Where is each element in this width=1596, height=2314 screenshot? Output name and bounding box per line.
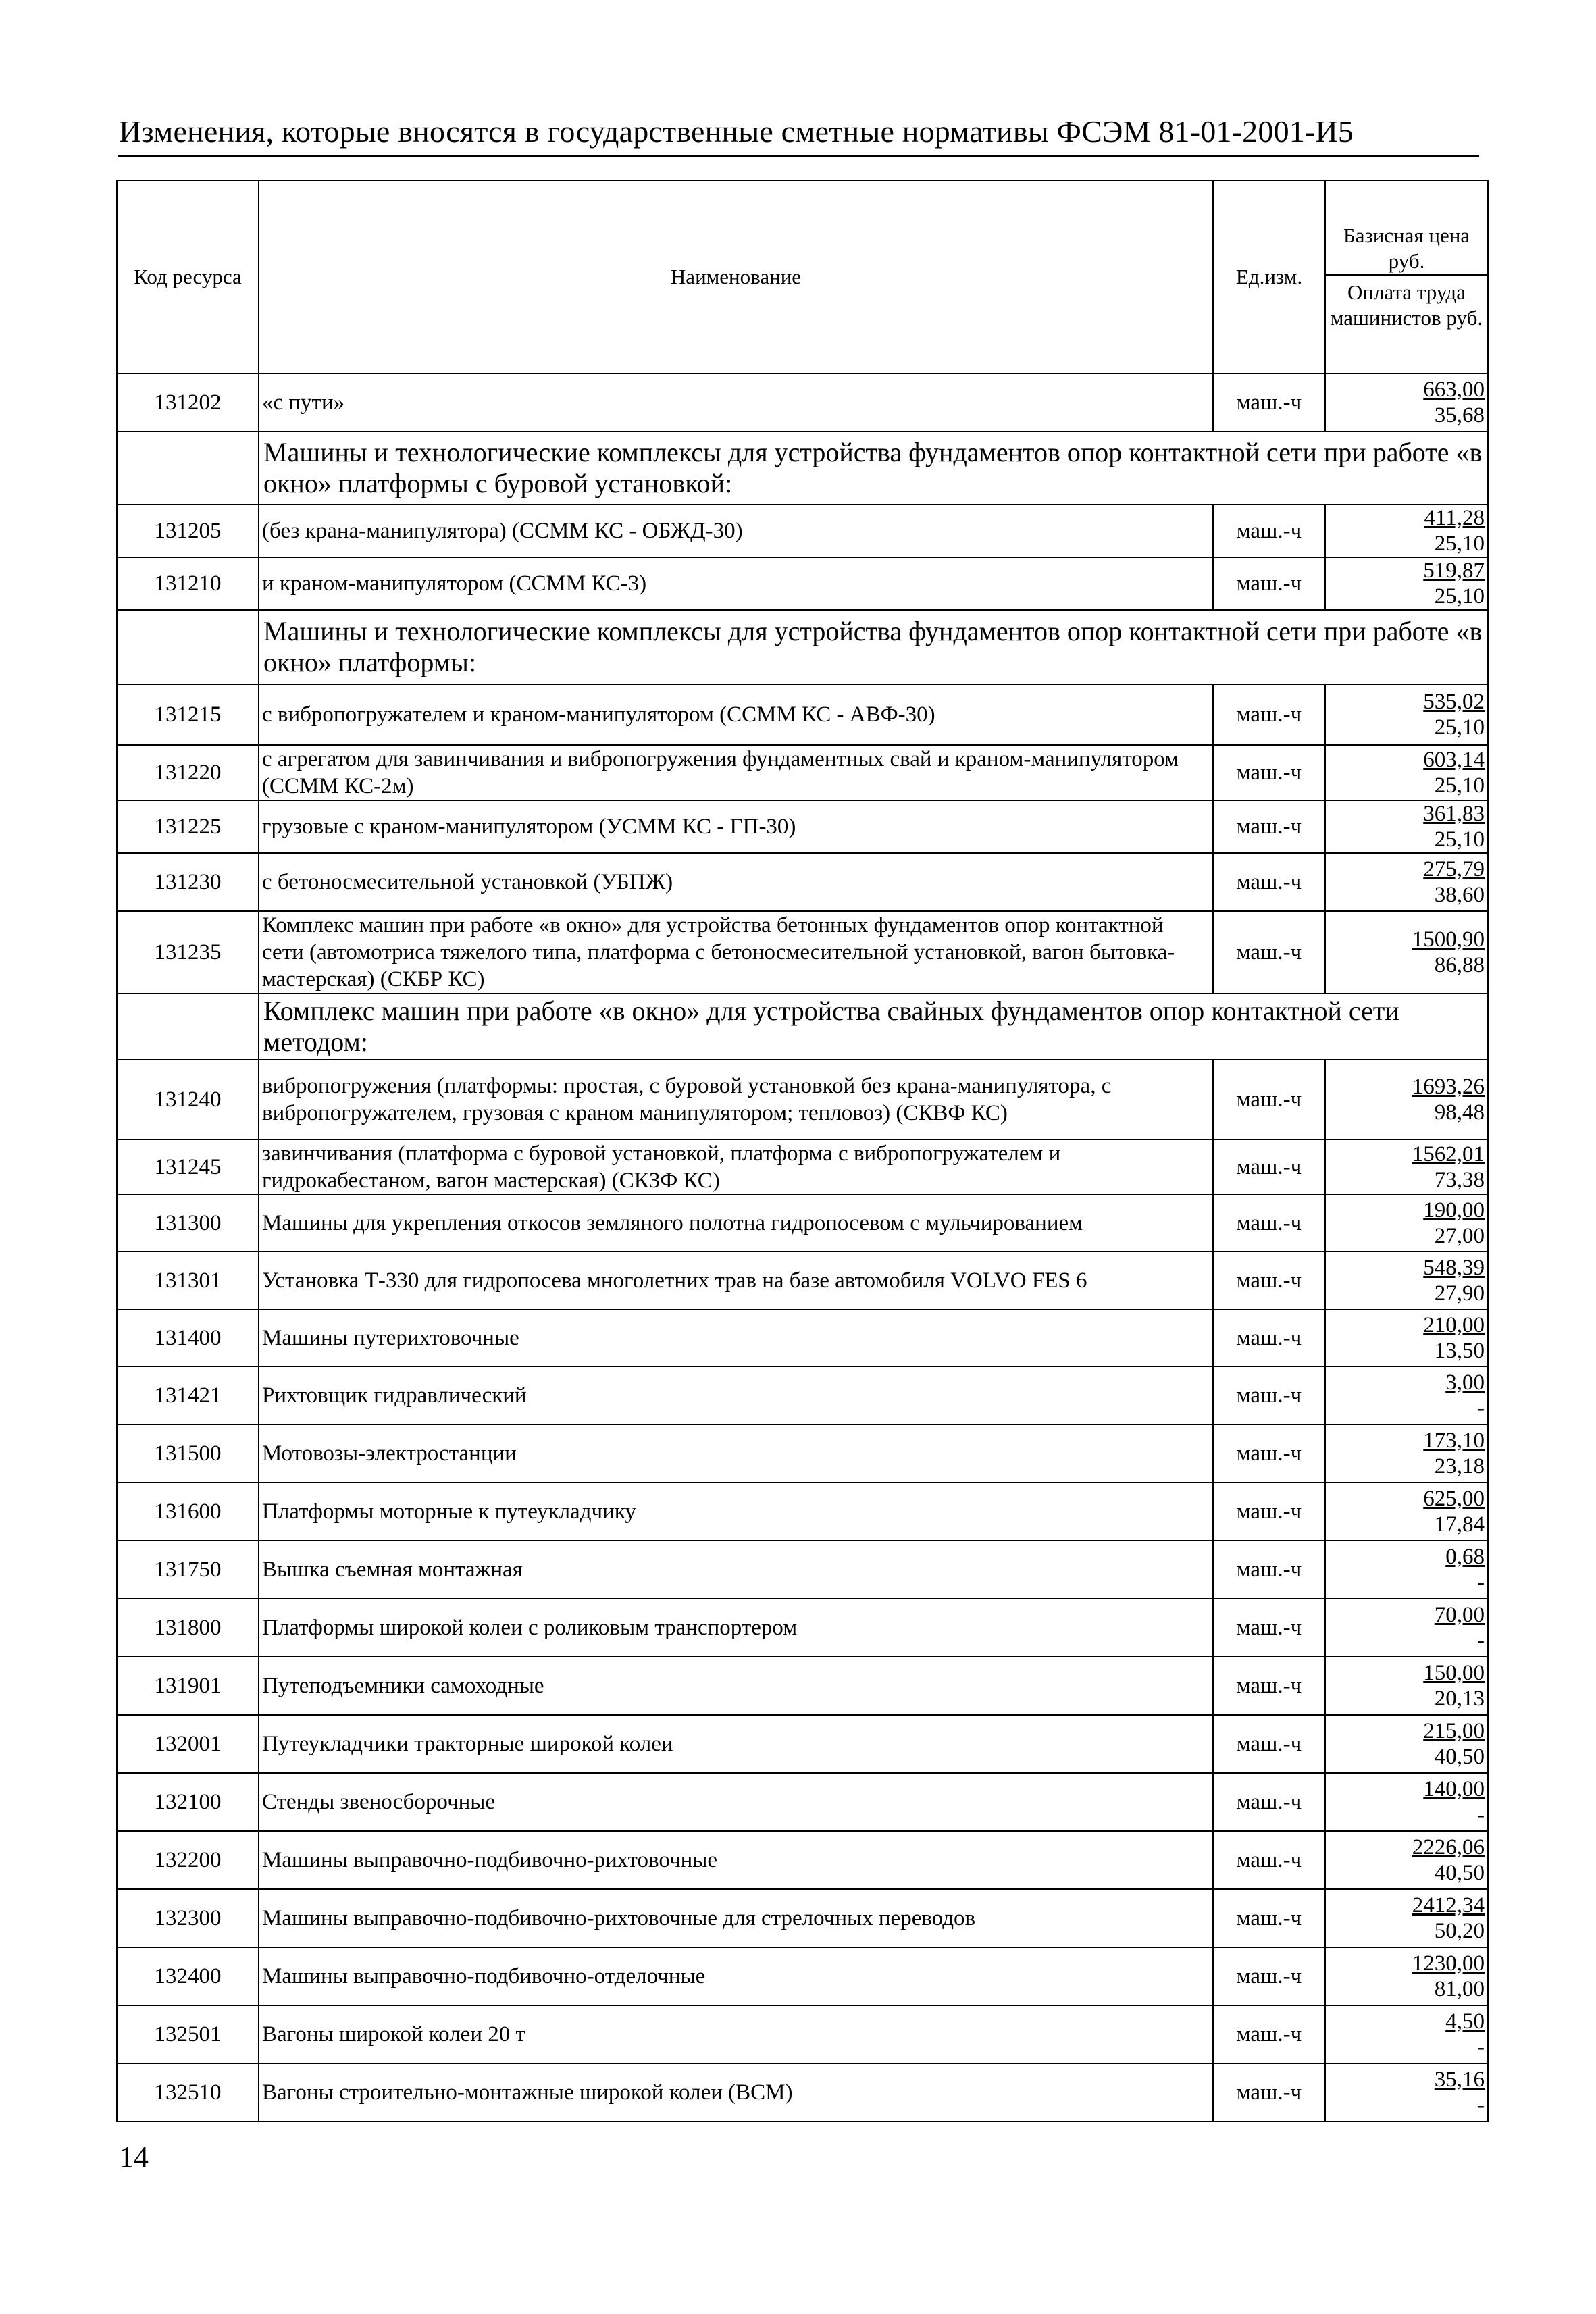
table-row bbox=[117, 911, 1488, 994]
price-cell bbox=[1325, 1195, 1488, 1252]
resource-code: 131215 bbox=[117, 684, 259, 745]
column-header-code: Код ресурса bbox=[117, 180, 259, 374]
base-price: 519,87 bbox=[1423, 559, 1485, 583]
resource-name: Машины выправочно-подбивочно-отделочные bbox=[259, 1947, 1213, 2005]
table-row bbox=[117, 2063, 1488, 2122]
operator-wage: 27,90 bbox=[1434, 1281, 1485, 1306]
table-row bbox=[117, 2005, 1488, 2063]
table-header-row bbox=[117, 180, 1488, 374]
resource-name: Машины путерихтовочные bbox=[259, 1310, 1213, 1366]
base-price: 2226,06 bbox=[1412, 1835, 1485, 1859]
resource-name: завинчивания (платформа с буровой установкой, платформа с вибропогружателем и гидрокабестаном, вагон мастерская) (СКЗФ КС) bbox=[259, 1139, 1213, 1195]
unit-of-measure: маш.-ч bbox=[1213, 1366, 1325, 1424]
resource-code: 132300 bbox=[117, 1889, 259, 1947]
price-cell bbox=[1325, 1889, 1488, 1947]
operator-wage: 17,84 bbox=[1434, 1512, 1485, 1537]
resource-code: 131800 bbox=[117, 1599, 259, 1657]
operator-wage: 25,10 bbox=[1434, 827, 1485, 852]
unit-of-measure: маш.-ч bbox=[1213, 2005, 1325, 2063]
resource-code: 131202 bbox=[117, 374, 259, 432]
unit-of-measure: маш.-ч bbox=[1213, 1060, 1325, 1139]
price-cell bbox=[1325, 1831, 1488, 1889]
table-row bbox=[117, 1060, 1488, 1139]
table-row bbox=[117, 1773, 1488, 1831]
base-price: 0,68 bbox=[1445, 1545, 1485, 1569]
table-row bbox=[117, 1139, 1488, 1195]
operator-wage: 73,38 bbox=[1434, 1168, 1485, 1192]
price-cell bbox=[1325, 1366, 1488, 1424]
price-cell bbox=[1325, 2005, 1488, 2063]
unit-of-measure: маш.-ч bbox=[1213, 1139, 1325, 1195]
resource-table bbox=[116, 180, 1489, 2122]
resource-name: Вагоны широкой колеи 20 т bbox=[259, 2005, 1213, 2063]
operator-wage: 13,50 bbox=[1434, 1339, 1485, 1363]
resource-name: вибропогружения (платформы: простая, с буровой установкой без крана-манипулятора, с вибропогружателем, грузовая с краном манипулятором; тепловоз) (СКВФ КС) bbox=[259, 1060, 1213, 1139]
resource-name: Платформы широкой колеи с роликовым транспортером bbox=[259, 1599, 1213, 1657]
unit-of-measure: маш.-ч bbox=[1213, 1310, 1325, 1366]
operator-wage: 25,10 bbox=[1434, 715, 1485, 740]
operator-wage: 35,68 bbox=[1434, 403, 1485, 428]
resource-code: 131901 bbox=[117, 1657, 259, 1715]
table-row bbox=[117, 1947, 1488, 2005]
price-cell bbox=[1325, 557, 1488, 610]
column-header-price-wage bbox=[1325, 180, 1488, 374]
base-price: 535,02 bbox=[1423, 690, 1485, 714]
unit-of-measure: маш.-ч bbox=[1213, 374, 1325, 432]
price-cell bbox=[1325, 1310, 1488, 1366]
resource-code: 131500 bbox=[117, 1424, 259, 1483]
resource-name: Вышка съемная монтажная bbox=[259, 1541, 1213, 1599]
base-price: 1693,26 bbox=[1412, 1075, 1485, 1099]
unit-of-measure: маш.-ч bbox=[1213, 1483, 1325, 1541]
resource-code: 131750 bbox=[117, 1541, 259, 1599]
resource-code: 131205 bbox=[117, 505, 259, 557]
price-cell bbox=[1325, 2063, 1488, 2122]
unit-of-measure: маш.-ч bbox=[1213, 557, 1325, 610]
section-title: Комплекс машин при работе «в окно» для устройства свайных фундаментов опор контактной сети методом: bbox=[259, 994, 1488, 1060]
table-row bbox=[117, 800, 1488, 853]
base-price: 173,10 bbox=[1423, 1429, 1485, 1453]
base-price: 140,00 bbox=[1423, 1777, 1485, 1801]
operator-wage: 25,10 bbox=[1434, 584, 1485, 609]
price-cell bbox=[1325, 505, 1488, 557]
base-price: 35,16 bbox=[1434, 2067, 1485, 2092]
operator-wage: 23,18 bbox=[1434, 1454, 1485, 1479]
price-cell bbox=[1325, 1424, 1488, 1483]
table-row bbox=[117, 1889, 1488, 1947]
section-code-cell bbox=[117, 610, 259, 684]
resource-code: 131230 bbox=[117, 853, 259, 911]
base-price: 1230,00 bbox=[1412, 1951, 1485, 1976]
unit-of-measure: маш.-ч bbox=[1213, 911, 1325, 994]
table-row bbox=[117, 1483, 1488, 1541]
base-price: 70,00 bbox=[1434, 1603, 1485, 1627]
resource-code: 132200 bbox=[117, 1831, 259, 1889]
resource-name: Платформы моторные к путеукладчику bbox=[259, 1483, 1213, 1541]
base-price: 190,00 bbox=[1423, 1198, 1485, 1223]
price-cell bbox=[1325, 1541, 1488, 1599]
table-row bbox=[117, 557, 1488, 610]
column-header-price: Базисная цена руб. bbox=[1326, 223, 1487, 276]
base-price: 625,00 bbox=[1423, 1487, 1485, 1511]
resource-code: 132001 bbox=[117, 1715, 259, 1773]
unit-of-measure: маш.-ч bbox=[1213, 1195, 1325, 1252]
resource-name: с агрегатом для завинчивания и вибропогружения фундаментных свай и краном-манипулятором (ССММ КС-2м) bbox=[259, 745, 1213, 800]
resource-code: 131600 bbox=[117, 1483, 259, 1541]
resource-name: Стенды звеносборочные bbox=[259, 1773, 1213, 1831]
unit-of-measure: маш.-ч bbox=[1213, 800, 1325, 853]
resource-name: (без крана-манипулятора) (ССММ КС - ОБЖД-30) bbox=[259, 505, 1213, 557]
resource-name: Машины выправочно-подбивочно-рихтовочные для стрелочных переводов bbox=[259, 1889, 1213, 1947]
base-price: 3,00 bbox=[1445, 1370, 1485, 1395]
resource-code: 132510 bbox=[117, 2063, 259, 2122]
section-title: Машины и технологические комплексы для устройства фундаментов опор контактной сети при работе «в окно» платформы с буровой установкой: bbox=[259, 432, 1488, 505]
price-cell bbox=[1325, 1947, 1488, 2005]
resource-code: 132400 bbox=[117, 1947, 259, 2005]
resource-name: с бетоносмесительной установкой (УБПЖ) bbox=[259, 853, 1213, 911]
resource-code: 131240 bbox=[117, 1060, 259, 1139]
base-price: 150,00 bbox=[1423, 1661, 1485, 1685]
resource-code: 131300 bbox=[117, 1195, 259, 1252]
price-cell bbox=[1325, 1060, 1488, 1139]
table-row bbox=[117, 1599, 1488, 1657]
unit-of-measure: маш.-ч bbox=[1213, 2063, 1325, 2122]
unit-of-measure: маш.-ч bbox=[1213, 1715, 1325, 1773]
base-price: 411,28 bbox=[1424, 506, 1485, 530]
price-cell bbox=[1325, 1657, 1488, 1715]
base-price: 275,79 bbox=[1423, 857, 1485, 881]
price-cell bbox=[1325, 911, 1488, 994]
operator-wage: 27,00 bbox=[1434, 1224, 1485, 1248]
unit-of-measure: маш.-ч bbox=[1213, 1424, 1325, 1483]
resource-name: Вагоны строительно-монтажные широкой колеи (ВСМ) bbox=[259, 2063, 1213, 2122]
operator-wage: 25,10 bbox=[1434, 532, 1485, 556]
resource-name: Путеподъемники самоходные bbox=[259, 1657, 1213, 1715]
price-cell bbox=[1325, 800, 1488, 853]
price-cell bbox=[1325, 745, 1488, 800]
table-row bbox=[117, 1195, 1488, 1252]
resource-name: Комплекс машин при работе «в окно» для устройства бетонных фундаментов опор контактной сети (автомотриса тяжелого типа, платформа с бетоносмесительной установкой, вагон бытовка-мастерская) (СКБР КС) bbox=[259, 911, 1213, 994]
table-body bbox=[117, 374, 1488, 2122]
table-row bbox=[117, 1366, 1488, 1424]
unit-of-measure: маш.-ч bbox=[1213, 853, 1325, 911]
resource-code: 131220 bbox=[117, 745, 259, 800]
resource-code: 131210 bbox=[117, 557, 259, 610]
operator-wage: - bbox=[1477, 2093, 1485, 2117]
base-price: 210,00 bbox=[1423, 1313, 1485, 1337]
operator-wage: - bbox=[1477, 2035, 1485, 2059]
price-cell bbox=[1325, 684, 1488, 745]
resource-code: 131301 bbox=[117, 1252, 259, 1310]
price-cell bbox=[1325, 853, 1488, 911]
resource-code: 131400 bbox=[117, 1310, 259, 1366]
section-row bbox=[117, 994, 1488, 1060]
unit-of-measure: маш.-ч bbox=[1213, 1252, 1325, 1310]
column-header-unit: Ед.изм. bbox=[1213, 180, 1325, 374]
unit-of-measure: маш.-ч bbox=[1213, 1599, 1325, 1657]
resource-name: Рихтовщик гидравлический bbox=[259, 1366, 1213, 1424]
resource-name: Установка Т-330 для гидропосева многолетних трав на базе автомобиля VOLVO FES 6 bbox=[259, 1252, 1213, 1310]
unit-of-measure: маш.-ч bbox=[1213, 1657, 1325, 1715]
operator-wage: - bbox=[1477, 1396, 1485, 1420]
unit-of-measure: маш.-ч bbox=[1213, 505, 1325, 557]
operator-wage: 40,50 bbox=[1434, 1745, 1485, 1769]
resource-name: «с пути» bbox=[259, 374, 1213, 432]
price-cell bbox=[1325, 374, 1488, 432]
price-cell bbox=[1325, 1715, 1488, 1773]
price-cell bbox=[1325, 1483, 1488, 1541]
price-cell bbox=[1325, 1139, 1488, 1195]
resource-code: 131235 bbox=[117, 911, 259, 994]
resource-name: грузовые с краном-манипулятором (УСММ КС - ГП-30) bbox=[259, 800, 1213, 853]
resource-code: 132100 bbox=[117, 1773, 259, 1831]
unit-of-measure: маш.-ч bbox=[1213, 1889, 1325, 1947]
table-row bbox=[117, 1252, 1488, 1310]
resource-code: 131245 bbox=[117, 1139, 259, 1195]
operator-wage: 50,20 bbox=[1434, 1919, 1485, 1943]
unit-of-measure: маш.-ч bbox=[1213, 1947, 1325, 2005]
price-cell bbox=[1325, 1252, 1488, 1310]
resource-name: и краном-манипулятором (ССММ КС-3) bbox=[259, 557, 1213, 610]
table-row bbox=[117, 1424, 1488, 1483]
resource-name: Путеукладчики тракторные широкой колеи bbox=[259, 1715, 1213, 1773]
header-rule bbox=[118, 155, 1479, 157]
resource-name: Машины для укрепления откосов земляного полотна гидропосевом с мульчированием bbox=[259, 1195, 1213, 1252]
unit-of-measure: маш.-ч bbox=[1213, 684, 1325, 745]
table-row bbox=[117, 1657, 1488, 1715]
document-header-title: Изменения, которые вносятся в государственные сметные нормативы ФСЭМ 81-01-2001-И5 bbox=[119, 114, 1354, 149]
resource-name: с вибропогружателем и краном-манипулятором (ССММ КС - АВФ-30) bbox=[259, 684, 1213, 745]
unit-of-measure: маш.-ч bbox=[1213, 1541, 1325, 1599]
section-title: Машины и технологические комплексы для устройства фундаментов опор контактной сети при работе «в окно» платформы: bbox=[259, 610, 1488, 684]
operator-wage: - bbox=[1477, 1628, 1485, 1653]
unit-of-measure: маш.-ч bbox=[1213, 1773, 1325, 1831]
operator-wage: 40,50 bbox=[1434, 1861, 1485, 1885]
section-row bbox=[117, 610, 1488, 684]
base-price: 663,00 bbox=[1423, 378, 1485, 402]
resource-name: Машины выправочно-подбивочно-рихтовочные bbox=[259, 1831, 1213, 1889]
operator-wage: 81,00 bbox=[1434, 1977, 1485, 2001]
operator-wage: 38,60 bbox=[1434, 883, 1485, 907]
table-row bbox=[117, 853, 1488, 911]
price-cell bbox=[1325, 1599, 1488, 1657]
unit-of-measure: маш.-ч bbox=[1213, 745, 1325, 800]
resource-code: 131225 bbox=[117, 800, 259, 853]
base-price: 2412,34 bbox=[1412, 1893, 1485, 1918]
base-price: 4,50 bbox=[1445, 2009, 1485, 2034]
operator-wage: - bbox=[1477, 1803, 1485, 1827]
unit-of-measure: маш.-ч bbox=[1213, 1831, 1325, 1889]
base-price: 603,14 bbox=[1423, 748, 1485, 772]
table-row bbox=[117, 745, 1488, 800]
column-header-wage: Оплата труда машинистов руб. bbox=[1330, 280, 1483, 330]
resource-name: Мотовозы-электростанции bbox=[259, 1424, 1213, 1483]
base-price: 1500,90 bbox=[1412, 927, 1485, 952]
base-price: 548,39 bbox=[1423, 1256, 1485, 1280]
column-header-name: Наименование bbox=[259, 180, 1213, 374]
operator-wage: 98,48 bbox=[1434, 1100, 1485, 1125]
operator-wage: 20,13 bbox=[1434, 1687, 1485, 1711]
table-row bbox=[117, 1310, 1488, 1366]
base-price: 1562,01 bbox=[1412, 1142, 1485, 1166]
table-row bbox=[117, 505, 1488, 557]
operator-wage: 86,88 bbox=[1434, 953, 1485, 977]
operator-wage: 25,10 bbox=[1434, 773, 1485, 798]
table-row bbox=[117, 1541, 1488, 1599]
resource-code: 132501 bbox=[117, 2005, 259, 2063]
section-row bbox=[117, 432, 1488, 505]
table-row bbox=[117, 1715, 1488, 1773]
base-price: 361,83 bbox=[1423, 802, 1485, 826]
section-code-cell bbox=[117, 994, 259, 1060]
base-price: 215,00 bbox=[1423, 1719, 1485, 1743]
section-code-cell bbox=[117, 432, 259, 505]
table-row bbox=[117, 684, 1488, 745]
table-row bbox=[117, 374, 1488, 432]
operator-wage: - bbox=[1477, 1570, 1485, 1595]
table-row bbox=[117, 1831, 1488, 1889]
price-cell bbox=[1325, 1773, 1488, 1831]
page-number: 14 bbox=[119, 2140, 149, 2174]
resource-code: 131421 bbox=[117, 1366, 259, 1424]
